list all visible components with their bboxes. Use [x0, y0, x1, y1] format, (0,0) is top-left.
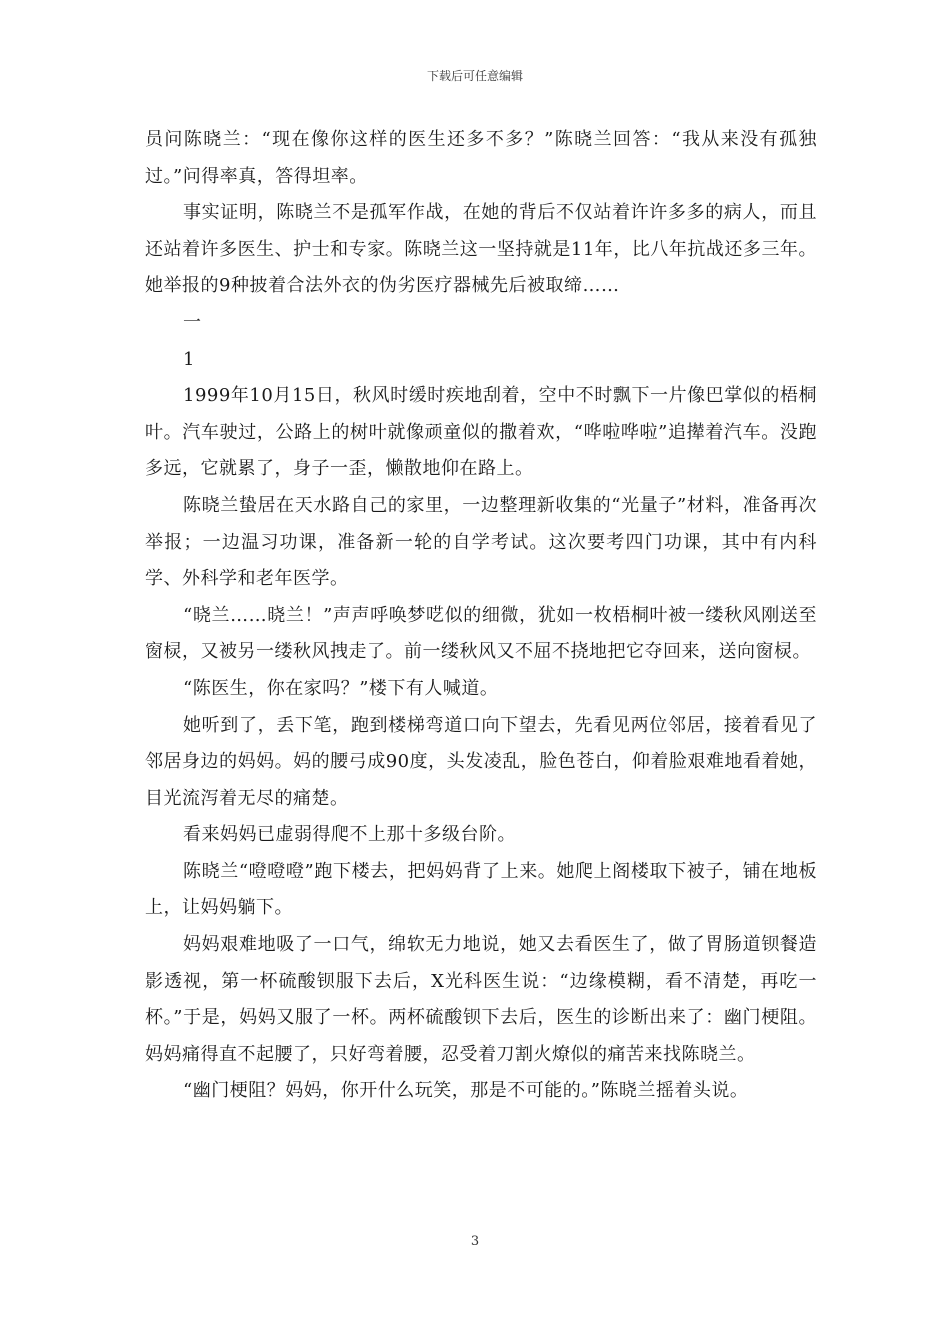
paragraph: 员问陈晓兰：“现在像你这样的医生还多不多？”陈晓兰回答：“我从来没有孤独过。”问得率真，答得坦率。: [145, 129, 817, 187]
paragraph: 妈妈艰难地吸了一口气，绵软无力地说，她又去看医生了，做了胃肠道钡餐造影透视，第一杯硫酸钡服下去后，X光科医生说：“边缘模糊，看不清楚，再吃一杯。”于是，妈妈又服了一杯。两杯硫酸钡下去后，医生的诊断出来了：幽门梗阻。妈妈痛得直不起腰了，只好弯着腰，忍受着刀割火燎似的痛苦来找陈晓兰。: [145, 934, 817, 1065]
paragraph: 她听到了，丢下笔，跑到楼梯弯道口向下望去，先看见两位邻居，接着看见了邻居身边的妈妈。妈的腰弓成90度，头发凌乱，脸色苍白，仰着脸艰难地看着她，目光流泻着无尽的痛楚。: [145, 714, 817, 809]
subsection-number: 1: [183, 348, 195, 370]
paragraph: 1999年10月15日，秋风时缓时疾地刮着，空中不时飘下一片像巴掌似的梧桐叶。汽车驶过，公路上的树叶就像顽童似的撒着欢，“哗啦哗啦”追撵着汽车。没跑多远，它就累了，身子一歪，懒散地仰在路上。: [145, 385, 817, 480]
paragraph: 陈晓兰蛰居在天水路自己的家里，一边整理新收集的“光量子”材料，准备再次举报；一边温习功课，准备新一轮的自学考试。这次要考四门功课，其中有内科学、外科学和老年医学。: [145, 494, 817, 590]
paragraph: 事实证明，陈晓兰不是孤军作战，在她的背后不仅站着许许多多的病人，而且还站着许多医生、护士和专家。陈晓兰这一坚持就是11年，比八年抗战还多三年。她举报的9种披着合法外衣的伪劣医疗器械先后被取缔……: [145, 202, 817, 297]
page-header: 下载后可任意编辑: [426, 69, 523, 83]
paragraph: 陈晓兰“噔噔噔”跑下楼去，把妈妈背了上来。她爬上阁楼取下被子，铺在地板上，让妈妈躺下。: [145, 860, 817, 919]
paragraph: “幽门梗阻？妈妈，你开什么玩笑，那是不可能的。”陈晓兰摇着头说。: [183, 1080, 749, 1102]
section-number: 一: [183, 311, 202, 333]
paragraph: “陈医生，你在家吗？”楼下有人喊道。: [183, 677, 499, 699]
page-number: 3: [470, 1234, 480, 1249]
paragraph: 看来妈妈已虚弱得爬不上那十多级台阶。: [183, 824, 516, 846]
paragraph: “晓兰……晓兰！”声声呼唤梦呓似的细微，犹如一枚梧桐叶被一缕秋风刚送至窗棂，又被另一缕秋风拽走了。前一缕秋风又不屈不挠地把它夺回来，送向窗棂。: [145, 604, 817, 663]
document-body: [145, 122, 817, 1110]
